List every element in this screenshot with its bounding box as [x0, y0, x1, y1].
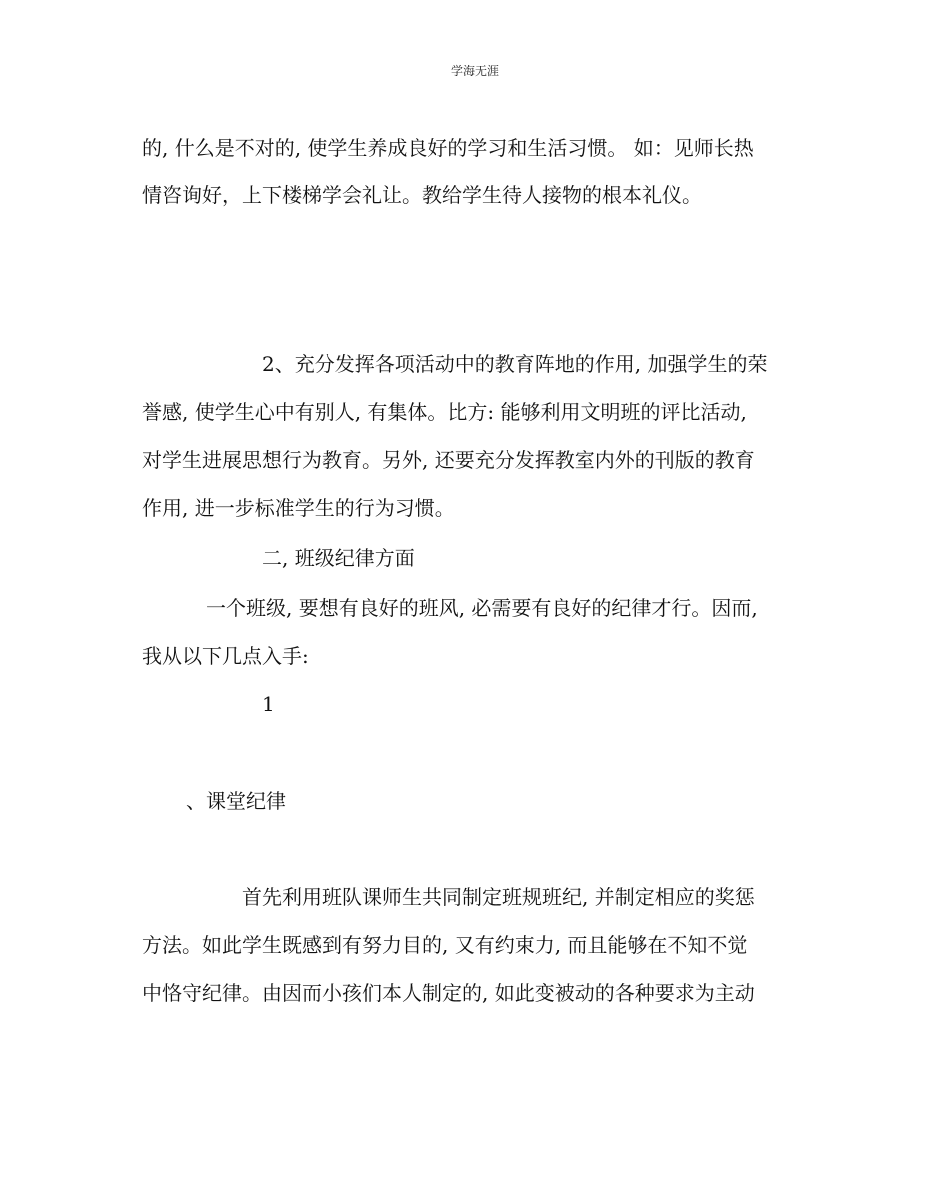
list-number: 1: [262, 692, 275, 716]
body-line-4: 誉感, 使学生心中有别人, 有集体。比方: 能够利用文明班的评比活动,: [142, 400, 747, 424]
body-line-13: 方法。如此学生既感到有努力目的, 又有约束力, 而且能够在不知不觉: [142, 933, 748, 957]
body-line-9: 我从以下几点入手:: [142, 644, 309, 668]
subsection-heading: 、课堂纪律: [186, 789, 286, 813]
body-line-5: 对学生进展思想行为教育。另外, 还要充分发挥教室内外的刊版的教育: [142, 448, 755, 472]
body-line-2: 情咨询好，上下楼梯学会礼让。教给学生待人接物的根本礼仪。: [142, 183, 702, 207]
body-line-1: 的, 什么是不对的, 使学生养成良好的学习和生活习惯。 如：见师长热: [142, 136, 754, 160]
body-line-3: 2、充分发挥各项活动中的教育阵地的作用, 加强学生的荣: [262, 352, 768, 376]
body-line-14: 中恪守纪律。由因而小孩们本人制定的, 如此变被动的各种要求为主动: [142, 981, 755, 1005]
body-line-8: 一个班级, 要想有良好的班风, 必需要有良好的纪律才行。因而,: [206, 596, 758, 620]
section-heading: 二, 班级纪律方面: [262, 546, 415, 570]
body-line-6: 作用, 进一步标准学生的行为习惯。: [142, 496, 455, 520]
page-header: 学海无涯: [450, 64, 499, 78]
body-line-12: 首先利用班队课师生共同制定班规班纪, 并制定相应的奖惩: [242, 885, 755, 909]
